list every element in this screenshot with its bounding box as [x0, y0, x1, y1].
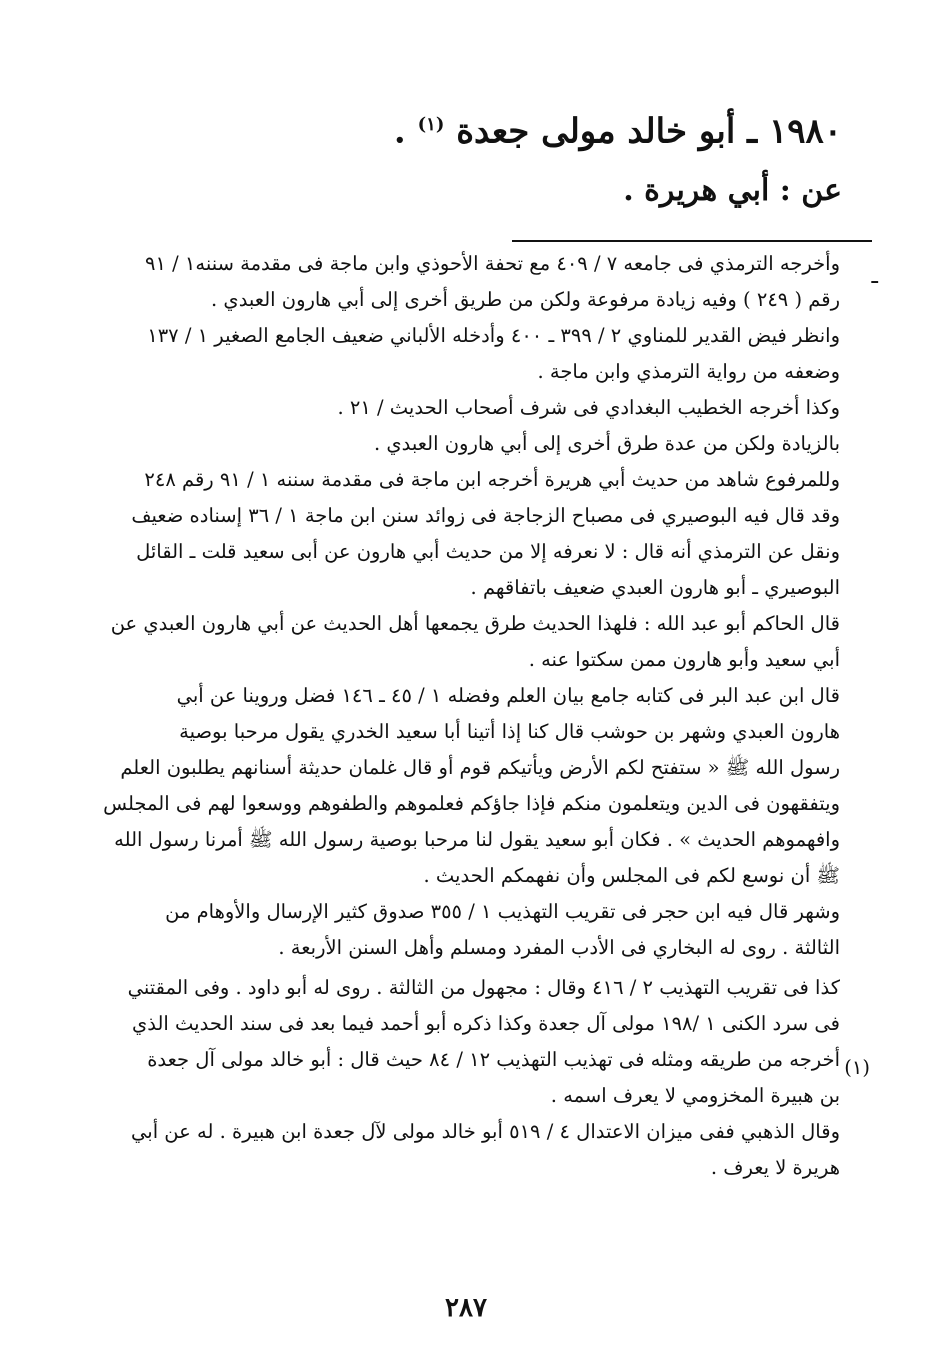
commentary-line: وضعفه من رواية الترمذي وابن ماجة . — [537, 360, 840, 383]
commentary-line: هارون العبدي وشهر بن حوشب قال كنا إذا أتينا أبا سعيد الخدري يقول مرحبا بوصية — [179, 720, 840, 743]
entry-title — [142, 100, 842, 156]
footnote-line: هريرة لا يعرف . — [710, 1156, 840, 1179]
entry-title-end: . — [393, 111, 406, 152]
commentary-line: بالزيادة ولكن من عدة طرق أخرى إلى أبي هارون العبدي . — [373, 432, 840, 455]
commentary-line: وشهر قال فيه ابن حجر فى تقريب التهذيب ١ / ٣٥٥ صدوق كثير الإرسال والأوهام من — [165, 900, 840, 923]
commentary-line: وافهموهم الحديث » . فكان أبو سعيد يقول لنا مرحبا بوصية رسول الله ﷺ أمرنا رسول الله — [114, 828, 840, 851]
commentary-line: وأخرجه الترمذي فى جامعه ٧ / ٤٠٩ مع تحفة الأحوذي وابن ماجة فى مقدمة سننه١ / ٩١ — [144, 252, 840, 275]
footnote-line: بن هبيرة المخزومي لا يعرف اسمه . — [550, 1084, 840, 1107]
commentary-line: رقم ( ٢٤٩ ) وفيه زيادة مرفوعة ولكن من طريق أخرى إلى أبي هارون العبدي . — [211, 288, 840, 311]
footnote-line: كذا فى تقريب التهذيب ٢ / ٤١٦ وقال : مجهول من الثالثة . روى له أبو داود . وفى المقتني — [127, 976, 840, 999]
footnote-line: أخرجه من طريقه ومثله فى تهذيب التهذيب ١٢ / ٨٤ حيث قال : أبو خالد مولى آل جعدة — [147, 1048, 840, 1071]
footnote-reference: (١) — [417, 114, 445, 135]
commentary-line: أبي سعيد وأبو هارون ممن سكتوا عنه . — [528, 648, 840, 671]
commentary-line: وكذا أخرجه الخطيب البغدادي فى شرف أصحاب الحديث / ٢١ . — [337, 396, 840, 419]
commentary-line: البوصيري ـ أبو هارون العبدي ضعيف باتفاقهم . — [470, 576, 840, 599]
continuation-dash: ـ — [871, 264, 878, 289]
entry-narrator: عن : أبي هريرة . — [623, 173, 842, 208]
footnote-body — [88, 246, 840, 1186]
separator-rule — [512, 240, 872, 242]
commentary-line: قال الحاكم أبو عبد الله : فلهذا الحديث طرق يجمعها أهل الحديث عن أبي هارون العبدي عن — [110, 612, 840, 635]
entry-title-text: ١٩٨٠ ـ أبو خالد مولى جعدة — [456, 111, 842, 152]
commentary-line: الثالثة . روى له البخاري فى الأدب المفرد ومسلم وأهل السنن الأربعة . — [278, 936, 840, 959]
commentary-line: وللمرفوع شاهد من حديث أبي هريرة أخرجه ابن ماجة فى مقدمة سننه ١ / ٩١ رقم ٢٤٨ — [144, 468, 840, 491]
commentary-line: ﷺ أن نوسع لكم فى المجلس وأن نفهمكم الحديث . — [423, 864, 840, 887]
footnote-line: وقال الذهبي ففى ميزان الاعتدال ٤ / ٥١٩ أبو خالد مولى لآل جعدة ابن هبيرة . له عن أبي — [131, 1120, 840, 1143]
commentary-line: وقد قال فيه البوصيري فى مصباح الزجاجة فى زوائد سنن ابن ماجة ١ / ٣٦ إسناده ضعيف — [131, 504, 840, 527]
footnote-line: فى سرد الكنى ١ /١٩٨ مولى آل جعدة وكذا ذكره أبو أحمد فيما بعد فى سند الحديث الذي — [131, 1012, 840, 1035]
commentary-line: ونقل عن الترمذي أنه قال : لا نعرفه إلا من حديث أبي هارون عن أبى سعيد قلت ـ القائل — [136, 540, 840, 563]
commentary-line: ويتفقهون فى الدين ويتعلمون منكم فإذا جاؤكم فعلموهم والطفوهم ووسعوا لهم فى المجلس — [103, 792, 840, 815]
commentary-line: قال ابن عبد البر فى كتابه جامع بيان العلم وفضله ١ / ٤٥ ـ ١٤٦ فضل وروينا عن أبي — [176, 684, 840, 707]
commentary-line: رسول الله ﷺ « ستفتح لكم الأرض ويأتيكم قوم أو قال غلمان حديثة أسنانهم يطلبون العلم — [120, 756, 840, 779]
footnote-marker: (١) — [844, 1056, 870, 1079]
page-number: ٢٨٧ — [445, 1293, 487, 1323]
commentary-line: وانظر فيض القدير للمناوي ٢ / ٣٩٩ ـ ٤٠٠ وأدخله الألباني ضعيف الجامع الصغير ١ / ١٣٧ — [147, 324, 840, 347]
